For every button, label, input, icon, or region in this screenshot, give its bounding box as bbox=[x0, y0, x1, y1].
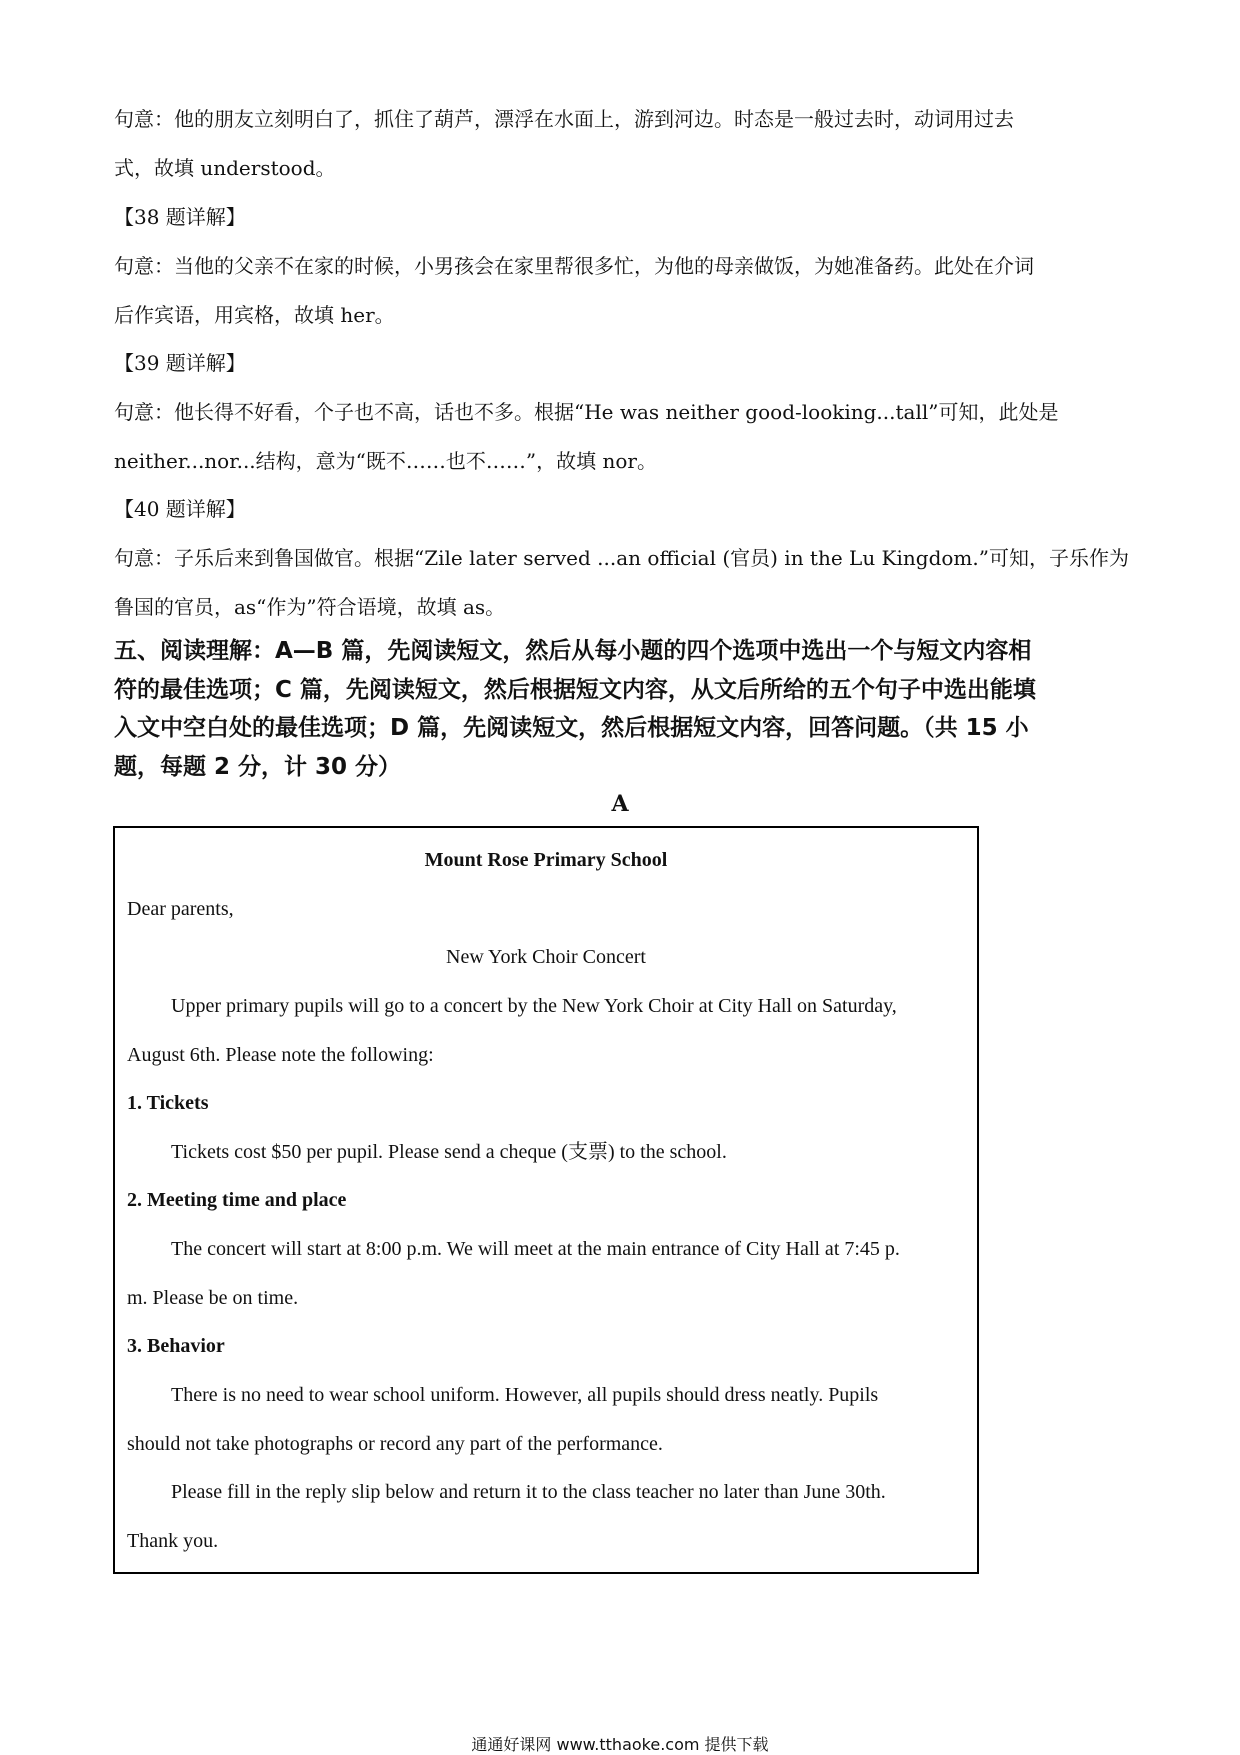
tickets-heading: 1. Tickets bbox=[127, 1092, 209, 1114]
closing-thanks: Thank you. bbox=[127, 1530, 219, 1552]
page-footer: 通通好课网 www.tthaoke.com 提供下载 bbox=[471, 1735, 769, 1754]
q37-analysis-line-1: 句意：他的朋友立刻明白了，抓住了葫芦，漂浮在水面上，游到河边。时态是一般过去时，动词用过去 bbox=[114, 107, 1014, 131]
q40-header: 【40 题详解】 bbox=[114, 497, 246, 521]
behavior-line-2: should not take photographs or record any part of the performance. bbox=[127, 1433, 663, 1455]
section-instructions-line-2: 符的最佳选项；C 篇，先阅读短文，然后根据短文内容，从文后所给的五个句子中选出能填 bbox=[114, 677, 1036, 703]
meeting-line-2: m. Please be on time. bbox=[127, 1287, 299, 1309]
intro-line-1: Upper primary pupils will go to a concert by the New York Choir at City Hall on Saturday, bbox=[171, 995, 897, 1017]
notice-subject: New York Choir Concert bbox=[446, 946, 646, 968]
intro-line-2: August 6th. Please note the following: bbox=[127, 1044, 434, 1066]
section-instructions-line-4: 题，每题 2 分，计 30 分） bbox=[114, 754, 402, 780]
meeting-heading: 2. Meeting time and place bbox=[127, 1189, 347, 1211]
reply-instruction: Please fill in the reply slip below and return it to the class teacher no later than June 30th. bbox=[171, 1481, 886, 1503]
section-instructions-line-1: 五、阅读理解：A—B 篇，先阅读短文，然后从每小题的四个选项中选出一个与短文内容相 bbox=[114, 638, 1032, 664]
q39-header: 【39 题详解】 bbox=[114, 351, 246, 375]
q40-analysis-line-1: 句意：子乐后来到鲁国做官。根据“Zile later served ...an official (官员) in the Lu Kingdom.”可知，子乐作为 bbox=[114, 546, 1129, 570]
q38-analysis-line-1: 句意：当他的父亲不在家的时候，小男孩会在家里帮很多忙，为他的母亲做饭，为她准备药。此处在介词 bbox=[114, 254, 1034, 278]
section-instructions-line-3: 入文中空白处的最佳选项；D 篇，先阅读短文，然后根据短文内容，回答问题。（共 15 小 bbox=[114, 715, 1029, 741]
passage-label: A bbox=[611, 791, 629, 817]
school-name: Mount Rose Primary School bbox=[424, 849, 668, 871]
q39-analysis-line-2: neither...nor...结构，意为“既不……也不……”，故填 nor。 bbox=[114, 449, 657, 473]
behavior-heading: 3. Behavior bbox=[127, 1335, 225, 1357]
q40-analysis-line-2: 鲁国的官员，as“作为”符合语境，故填 as。 bbox=[114, 595, 506, 619]
behavior-line-1: There is no need to wear school uniform. However, all pupils should dress neatly. Pupils bbox=[171, 1384, 879, 1406]
q37-analysis-line-2: 式，故填 understood。 bbox=[114, 156, 336, 180]
q38-analysis-line-2: 后作宾语，用宾格，故填 her。 bbox=[114, 303, 395, 327]
q38-header: 【38 题详解】 bbox=[114, 205, 246, 229]
tickets-text: Tickets cost $50 per pupil. Please send a cheque (支票) to the school. bbox=[171, 1141, 727, 1163]
greeting: Dear parents, bbox=[127, 898, 234, 920]
q39-analysis-line-1: 句意：他长得不好看，个子也不高，话也不多。根据“He was neither good-looking...tall”可知，此处是 bbox=[114, 400, 1059, 424]
meeting-line-1: The concert will start at 8:00 p.m. We will meet at the main entrance of City Hall at 7:45 p. bbox=[171, 1238, 900, 1260]
notice-box bbox=[113, 826, 979, 1574]
